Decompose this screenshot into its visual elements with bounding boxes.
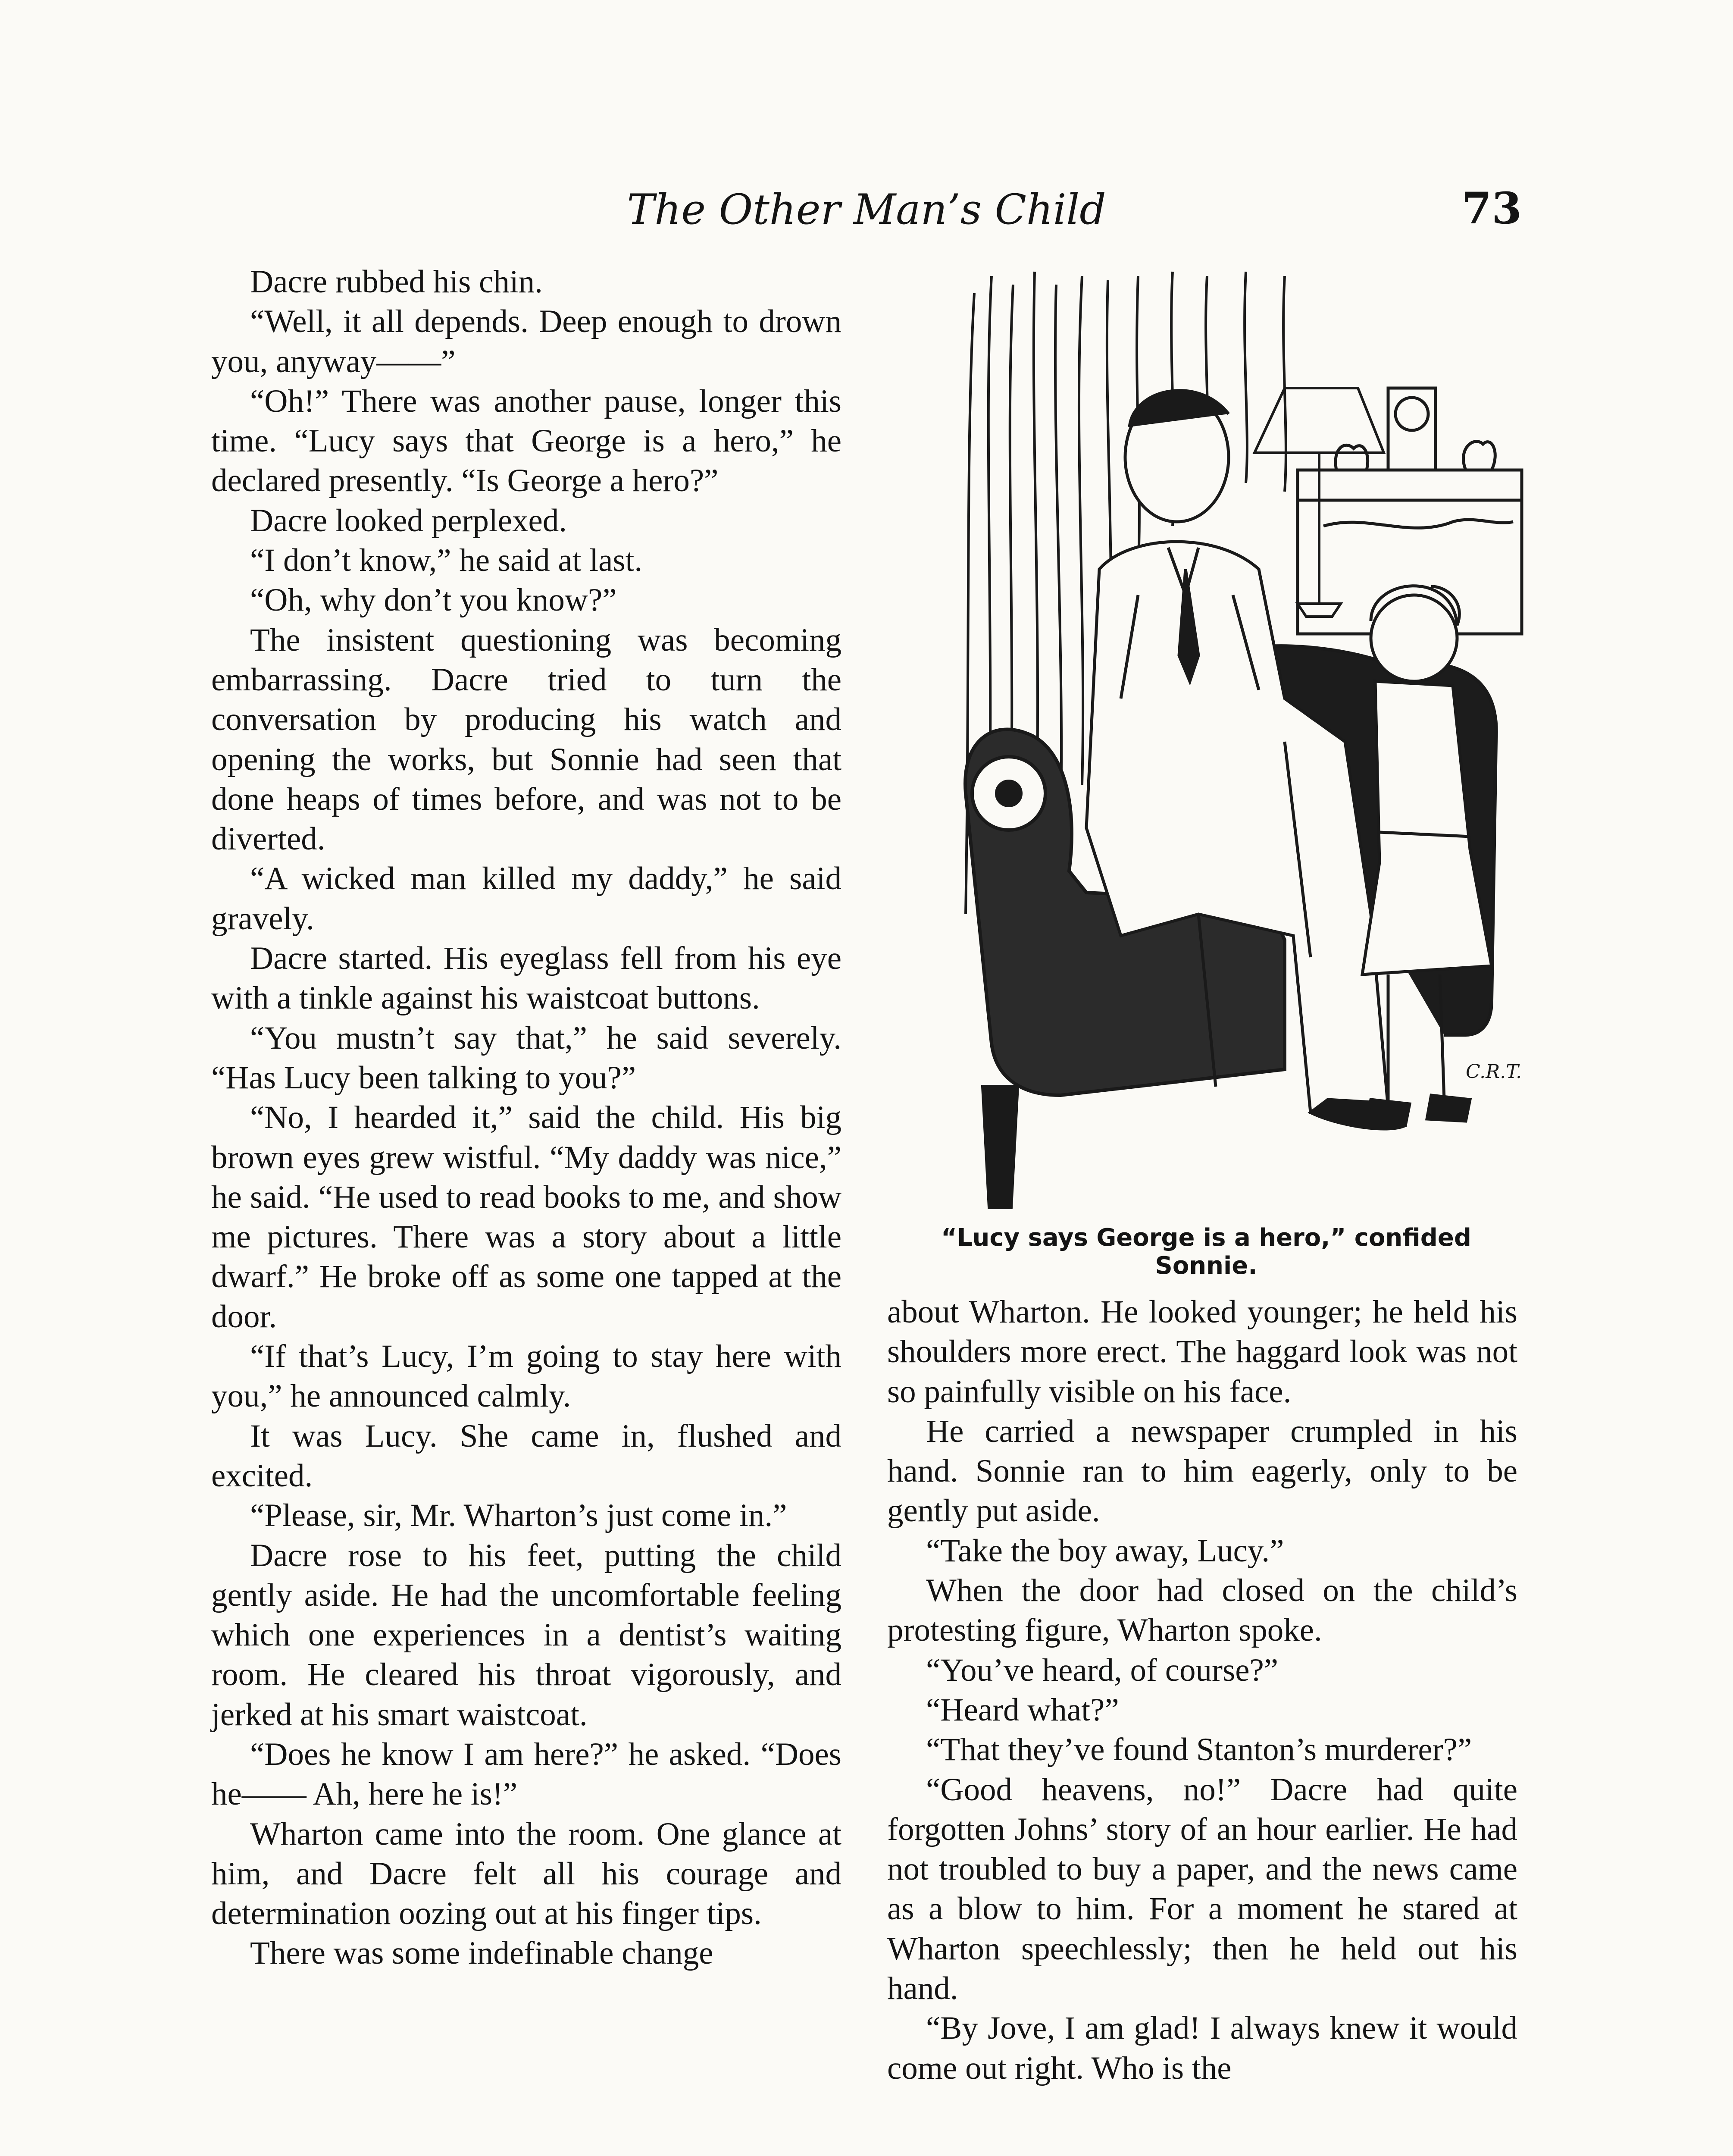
paragraph: He carried a newspaper crumpled in his hand. Sonnie ran to him eagerly, only to be gently put aside. — [887, 1413, 1517, 1529]
paragraph: It was Lucy. She came in, flushed and excited. — [211, 1418, 841, 1494]
illustration — [957, 267, 1530, 1216]
left-column — [211, 262, 841, 1974]
paragraph: “Does he know I am here?” he asked. “Does he—— Ah, here he is!” — [211, 1736, 841, 1812]
paragraph: “You mustn’t say that,” he said severely. “Has Lucy been talking to you?” — [211, 1020, 841, 1096]
paragraph: “Take the boy away, Lucy.” — [926, 1532, 1284, 1569]
paragraph: There was some indefinable change — [250, 1935, 713, 1971]
paragraph: “You’ve heard, of course?” — [926, 1652, 1279, 1688]
paragraph: “A wicked man killed my daddy,” he said gravely. — [211, 861, 841, 937]
paragraph: Dacre started. His eyeglass fell from his eye with a tinkle against his waistcoat buttons. — [211, 940, 841, 1016]
page-number: 73 — [1461, 183, 1522, 234]
paragraph: The insistent questioning was becoming embarrassing. Dacre tried to turn the conversation by producing his watch and opening the works, but Sonnie had seen that done heaps of times before, and was not to be diverted. — [211, 622, 841, 857]
paragraph: Dacre looked perplexed. — [250, 502, 567, 539]
right-column — [887, 1292, 1517, 2088]
paragraph: “Heard what?” — [926, 1692, 1119, 1728]
paragraph: When the door had closed on the child’s protesting figure, Wharton spoke. — [887, 1573, 1517, 1648]
paragraph: Wharton came into the room. One glance at him, and Dacre felt all his courage and determination oozing out at his finger tips. — [211, 1816, 841, 1932]
paragraph: “I don’t know,” he said at last. — [250, 542, 643, 579]
paragraph: “Oh, why don’t you know?” — [250, 582, 617, 618]
paragraph: about Wharton. He looked younger; he held his shoulders more erect. The haggard look was not so painfully visible on his face. — [887, 1294, 1517, 1410]
paragraph: Dacre rose to his feet, putting the child gently aside. He had the uncomfortable feeling which one experiences in a dentist’s waiting room. He cleared his throat vigorously, and jerked at his smart waistcoat. — [211, 1537, 841, 1733]
page-header — [211, 177, 1522, 241]
illustration-caption: “Lucy says George is a hero,” confided Sonnie. — [941, 1224, 1471, 1280]
paragraph: “No, I hearded it,” said the child. His big brown eyes grew wistful. “My daddy was nice,” he said. “He used to read books to me, and show me pictures. There was a story about a little dwarf.” He broke off as some one tapped at the door. — [211, 1100, 841, 1335]
paragraph: “Good heavens, no!” Dacre had quite forgotten Johns’ story of an hour earlier. He had not troubled to buy a paper, and the news came as a blow to him. For a moment he stared at Wharton speechlessly; then he held out his hand. — [887, 1771, 1517, 2007]
paragraph: “That they’ve found Stanton’s murderer?” — [926, 1732, 1472, 1768]
paragraph: “Well, it all depends. Deep enough to drown you, anyway——” — [211, 304, 841, 379]
running-title: The Other Man’s Child — [627, 185, 1106, 234]
paragraph: “If that’s Lucy, I’m going to stay here with you,” he announced calmly. — [211, 1338, 841, 1414]
paragraph: “By Jove, I am glad! I always knew it would come out right. Who is the — [887, 2010, 1517, 2086]
paragraph: Dacre rubbed his chin. — [250, 264, 543, 300]
artist-signature: C.R.T. — [1466, 1061, 1522, 1083]
paragraph: “Oh!” There was another pause, longer this time. “Lucy says that George is a hero,” he declared presently. “Is George a hero?” — [211, 383, 841, 499]
paragraph: “Please, sir, Mr. Wharton’s just come in.” — [250, 1498, 787, 1534]
